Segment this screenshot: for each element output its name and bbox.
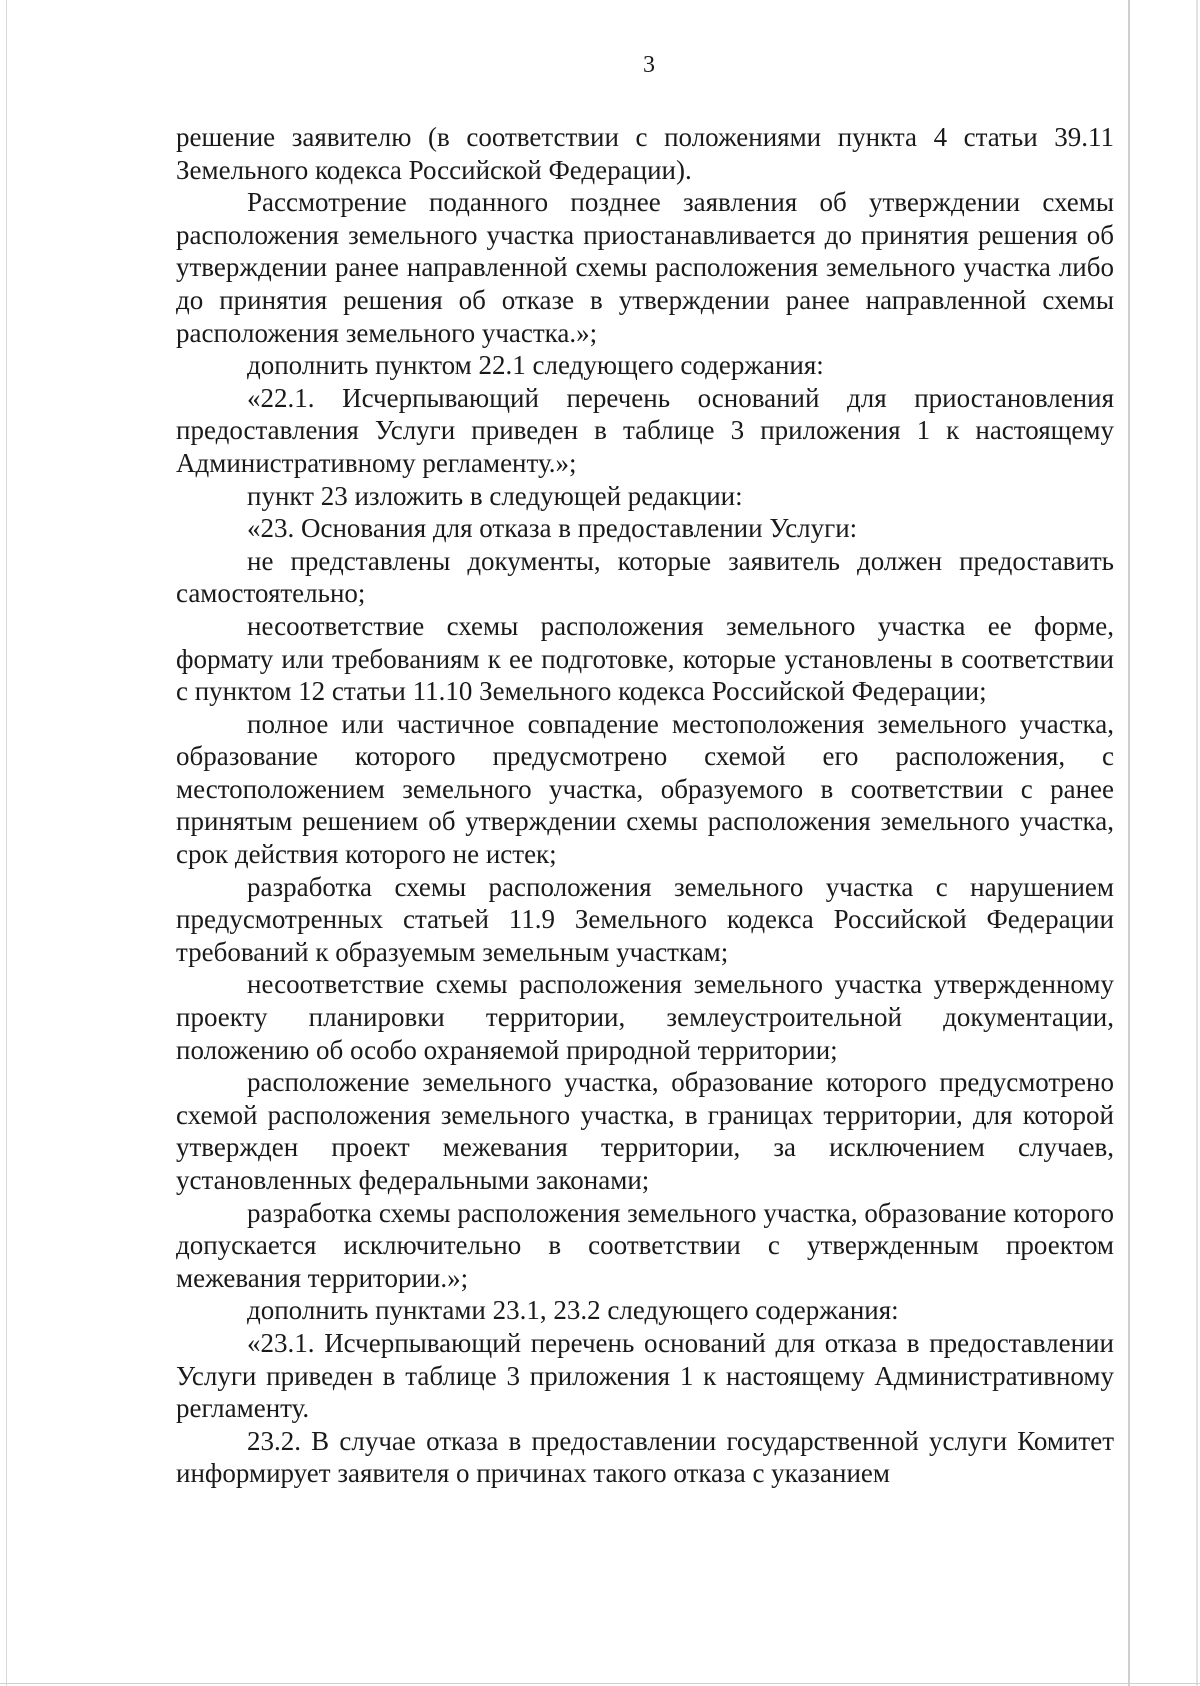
paragraph: дополнить пунктом 22.1 следующего содержания:	[247, 350, 824, 381]
paragraph: расположение земельного участка, образование которого предусмотрено схемой расположения земельного участка, в границах территории, для которой утвержден проект межевания территории, за исключением случаев, установленных федеральными законами;	[176, 1067, 1114, 1195]
paragraph: «22.1. Исчерпывающий перечень оснований для приостановления предоставления Услуги приведен в таблице 3 приложения 1 к настоящему Административному регламенту.»;	[176, 382, 1114, 478]
paragraph: несоответствие схемы расположения земельного участка утвержденному проекту планировки территории, землеустроительной документации, положению об особо охраняемой природной территории;	[176, 969, 1114, 1065]
page-number: 3	[643, 52, 655, 78]
paragraph: дополнить пунктами 23.1, 23.2 следующего содержания:	[247, 1295, 899, 1326]
scan-bottom-edge	[0, 1683, 1200, 1684]
paragraph: пункт 23 изложить в следующей редакции:	[247, 480, 743, 511]
paragraph: «23. Основания для отказа в предоставлении Услуги:	[247, 513, 858, 544]
scan-right-edge-outer	[1196, 0, 1198, 1686]
paragraph: «23.1. Исчерпывающий перечень оснований для отказа в предоставлении Услуги приведен в таблице 3 приложения 1 к настоящему Административному регламенту.	[176, 1327, 1114, 1424]
document-body	[176, 121, 1114, 1490]
paragraph: не представлены документы, которые заявитель должен предоставить самостоятельно;	[176, 545, 1114, 609]
paragraph: решение заявителю (в соответствии с положениями пункта 4 статьи 39.11 Земельного кодекса Российской Федерации).	[176, 122, 1114, 185]
paragraph: несоответствие схемы расположения земельного участка ее форме, формату или требованиям к ее подготовке, которые установлены в соответствии с пунктом 12 статьи 11.10 Земельного кодекса Российской Федерации;	[176, 610, 1114, 707]
scan-right-edge	[1128, 0, 1130, 1686]
paragraph: полное или частичное совпадение местоположения земельного участка, образование которого предусмотрено схемой его расположения, с местоположением земельного участка, образуемого в соответствии с ранее принятым решением об утверждении схемы расположения земельного участка, срок действия которого не истек;	[176, 708, 1114, 870]
paragraph: 23.2. В случае отказа в предоставлении государственной услуги Комитет информирует заявителя о причинах такого отказа с указанием	[176, 1425, 1114, 1489]
paragraph: Рассмотрение поданного позднее заявления об утверждении схемы расположения земельного участка приостанавливается до принятия решения об утверждении ранее направленной схемы расположения земельного участка либо до принятия решения об отказе в утверждении ранее направленной схемы расположения земельного участка.»;	[176, 187, 1114, 348]
scan-left-edge	[6, 0, 7, 1686]
paragraph: разработка схемы расположения земельного участка с нарушением предусмотренных статьей 11.9 Земельного кодекса Российской Федерации требований к образуемым земельным участкам;	[176, 871, 1114, 967]
paragraph: разработка схемы расположения земельного участка, образование которого допускается исключительно в соответствии с утвержденным проектом межевания территории.»;	[176, 1197, 1114, 1293]
